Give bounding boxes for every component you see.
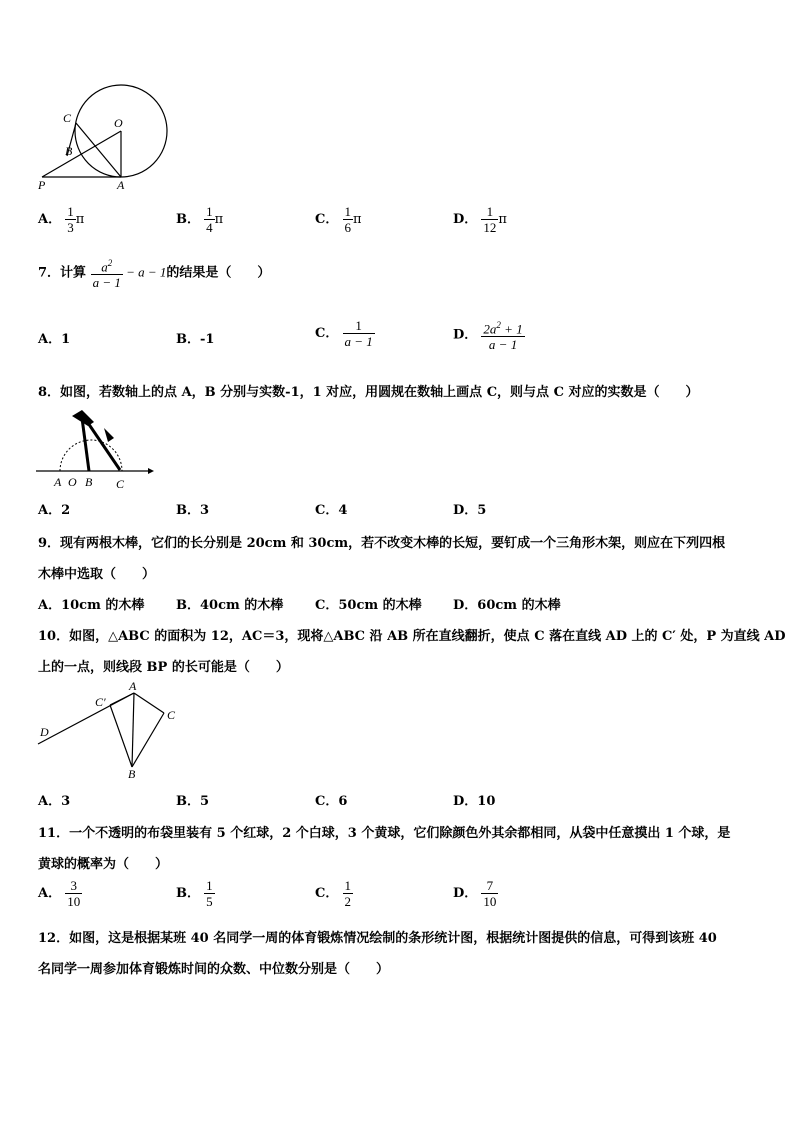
q7-stem: 7．计算 $\frac{a^2}{a - 1}$ − a − 1的结果是（ ） — [38, 258, 271, 291]
q8-stem: 8．如图，若数轴上的点 A，B 分别与实数-1，1 对应，用圆规在数轴上画点 C，则与点 C 对应的实数是（ ） — [38, 385, 699, 400]
q10-option-c[interactable]: C．6 — [315, 794, 348, 809]
q10-option-b[interactable]: B．5 — [176, 794, 210, 809]
q10-stem-line2: 上的一点，则线段 BP 的长可能是（ ） — [38, 660, 289, 675]
q6-option-b[interactable]: B． $\frac{1}{4}$ π — [176, 204, 224, 235]
fig10-label-d: D — [40, 725, 49, 739]
fig6-label-o: O — [114, 116, 123, 130]
q11-stem-line2: 黄球的概率为（ ） — [38, 857, 169, 872]
q7-option-d[interactable]: D． $\frac{2a^2 + 1}{a - 1}$ — [453, 320, 523, 353]
q10-option-d[interactable]: D．10 — [453, 794, 496, 809]
q11-option-b[interactable]: B． $\frac{1}{5}$ — [176, 878, 213, 909]
fig8-label-a: A — [54, 475, 62, 489]
fig6-label-b: B — [65, 144, 73, 158]
q9-option-c[interactable]: C．50cm 的木棒 — [315, 598, 422, 613]
q11-option-c[interactable]: C． $\frac{1}{2}$ — [315, 878, 351, 909]
q12-stem-line2: 名同学一周参加体育锻炼时间的众数、中位数分别是（ ） — [38, 962, 390, 977]
q9-option-b[interactable]: B．40cm 的木棒 — [176, 598, 284, 613]
q9-stem-line2: 木棒中选取（ ） — [38, 567, 156, 582]
q11-stem-line1: 11．一个不透明的布袋里装有 5 个红球，2 个白球，3 个黄球，它们除颜色外其余都相同，从袋中任意摸出 1 个球，是 — [38, 826, 731, 841]
fig8-label-c: C — [116, 477, 125, 490]
q9-option-d[interactable]: D．60cm 的木棒 — [453, 598, 561, 613]
fig10-label-b: B — [128, 767, 136, 781]
q11-option-a[interactable]: A． $\frac{3}{10}$ — [38, 878, 81, 909]
fig10-label-c-prime: C′ — [95, 695, 106, 709]
q10-option-a[interactable]: A．3 — [38, 794, 71, 809]
fig10-label-a: A — [129, 679, 137, 693]
q11-option-d[interactable]: D． $\frac{7}{10}$ — [453, 878, 497, 909]
q10-stem-line1: 10．如图，△ABC 的面积为 12，AC＝3，现将△ABC 沿 AB 所在直线翻折，使点 C 落在直线 AD 上的 C′ 处，P 为直线 AD — [38, 629, 786, 644]
q6-option-a[interactable]: A． $\frac{1}{3}$ π — [38, 204, 85, 235]
q8-option-a[interactable]: A．2 — [38, 503, 71, 518]
q9-stem-line1: 9．现有两根木棒，它们的长分别是 20cm 和 30cm，若不改变木棒的长短，要钉成一个三角形木架，则应在下列四根 — [38, 536, 726, 551]
q8-option-d[interactable]: D．5 — [453, 503, 487, 518]
q6-figure — [34, 80, 174, 195]
fig6-label-p: P — [38, 178, 46, 192]
q12-stem-line1: 12．如图，这是根据某班 40 名同学一周的体育锻炼情况绘制的条形统计图，根据统计图提供的信息，可得到该班 40 — [38, 931, 717, 946]
q8-option-b[interactable]: B．3 — [176, 503, 210, 518]
fig8-label-b: B — [85, 475, 93, 489]
fig8-label-o: O — [68, 475, 77, 489]
fig6-label-c: C — [63, 111, 72, 125]
q9-option-a[interactable]: A．10cm 的木棒 — [38, 598, 145, 613]
q8-option-c[interactable]: C．4 — [315, 503, 348, 518]
q6-option-c[interactable]: C． $\frac{1}{6}$ π — [315, 204, 362, 235]
q6-option-d[interactable]: D． $\frac{1}{12}$ π — [453, 204, 507, 235]
fig10-label-c: C — [167, 708, 176, 722]
q7-option-b[interactable]: B．-1 — [176, 332, 215, 347]
q7-option-a[interactable]: A．1 — [38, 332, 71, 347]
q7-option-c[interactable]: C． $\frac{1}{a - 1}$ — [315, 318, 373, 349]
fig6-label-a: A — [117, 178, 125, 192]
q8-figure — [34, 408, 159, 490]
q10-figure — [34, 678, 194, 783]
